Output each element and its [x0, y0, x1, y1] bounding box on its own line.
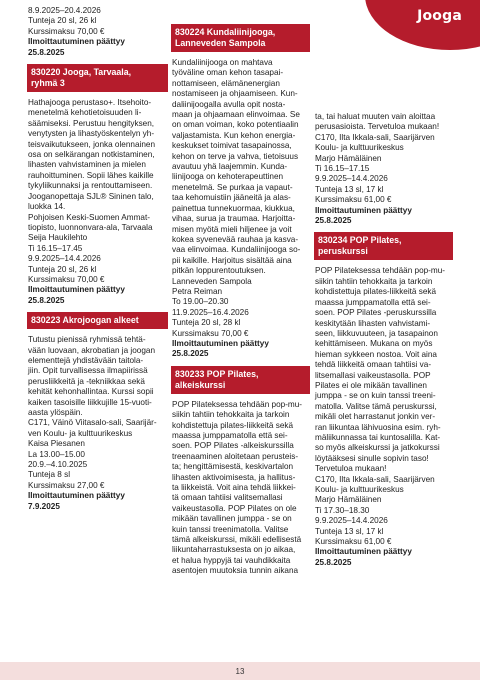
text-line: pii kaikille. Harjoitus sisältää aina	[172, 255, 292, 265]
text-line: siikin tahtiin tehokkaita ja tarkoin	[172, 410, 290, 420]
text-line: seen, liikkuvuuteen, ja tasapainon	[315, 328, 438, 338]
text-line: Ti 17.30–18.30	[315, 505, 370, 515]
course-heading	[171, 366, 310, 394]
text-line: keskitytään lihasten vahvistami-	[315, 318, 431, 328]
registration-deadline-date: 7.9.2025	[28, 501, 60, 511]
text-line: Koulu- ja kulttuurikeskus	[315, 143, 404, 153]
text-line: maassa jumppamatolla että sei-	[172, 431, 288, 440]
text-line: POP Pilateksessa tehdään pop-mu-	[172, 399, 303, 409]
info-line: Kurssimaksu 70,00 €	[28, 26, 105, 36]
text-line: C171, Väinö Viitasalo-sali, Saarijär-	[28, 418, 157, 428]
course-description	[172, 400, 310, 577]
text-line: Ti 16.15–17.15	[315, 164, 370, 174]
text-line: Koulu- ja kulttuurikeskus	[315, 485, 404, 494]
text-line: 9.9.2025–14.4.2026	[315, 516, 388, 526]
course-heading	[27, 64, 168, 92]
text-line: misen myötä mieli hiljenee ja voit	[172, 224, 292, 234]
text-line: Marjo Hämäläinen	[315, 153, 382, 163]
text-line: so myös alkeiskurssi ja jatkokurssi	[315, 443, 440, 453]
column-2	[172, 6, 310, 577]
text-line: kokea syvenevää rauhaa ja kasva-	[172, 234, 299, 244]
registration-deadline-date: 25.8.2025	[315, 557, 352, 567]
text-line: ran liikuntaa lähivuosina esim. ryh-	[315, 422, 441, 432]
text-line: kohdistettuja pilates-liikkeitä sekä	[315, 287, 437, 297]
course-title-line: 830233 POP Pilates,	[175, 368, 259, 379]
text-line: elementtejä yhdistävään taitola-	[28, 355, 144, 365]
course-description	[172, 58, 310, 360]
text-line: Kurssimaksu 70,00 €	[28, 274, 105, 284]
text-line: ta, tai haluat muuten vain aloittaa	[315, 112, 436, 121]
text-line: maan ja ohjaamaan elinvoimaa. Se	[172, 110, 300, 120]
text-line: rauhoittuminen. Sopii lähes kaikille	[28, 170, 154, 180]
text-line: Pohjoisen Keski-Suomen Ammat-	[28, 212, 150, 222]
course-heading	[171, 24, 310, 52]
text-line: keskukset toimivat tasapainossa,	[172, 141, 292, 151]
text-line: Kurssimaksu 70,00 €	[172, 328, 249, 338]
text-line: Kurssimaksu 27,00 €	[28, 480, 105, 490]
text-line: C170, Ilta Ikkala-sali, Saarijärven	[315, 132, 435, 142]
text-line: 9.9.2025–14.4.2026	[28, 254, 101, 264]
text-line: löytääksesi sinulle sopivin taso!	[315, 453, 429, 463]
registration-deadline-date: 25.8.2025	[28, 47, 65, 57]
text-line: lihasten vahvistaminen ja mielen	[28, 160, 146, 170]
text-line: tehdä liikkeitä omaan tahtiisi va-	[315, 360, 432, 370]
text-line: Seija Haukilehto	[28, 233, 88, 243]
text-line: Lanneveden Sampola	[172, 276, 252, 286]
text-line: kehittämiseen. Mukana on myös	[315, 339, 433, 349]
course-description	[28, 335, 168, 512]
text-line: liikuntaharrastuksesta on jo aikaa,	[172, 545, 296, 555]
text-line: Kurssimaksu 61,00 €	[315, 537, 392, 547]
text-line: Kundaliinijooga on mahtava	[172, 58, 273, 67]
text-line: perusasioista. Tervetuloa mukaan!	[315, 122, 440, 132]
text-line: taa kehomuistiin jääneitä ja alas-	[172, 193, 291, 203]
text-line: ven Koulu- ja kulttuurikeskus	[28, 428, 133, 438]
text-line: on oman voiman, koko potentiaalin	[172, 120, 299, 130]
course-title-line: 830234 POP Pilates,	[318, 235, 402, 246]
text-line: La 13.00–15.00	[28, 449, 85, 459]
course-tail-info	[28, 6, 168, 58]
text-line: kehon on terve ja vahva, tietoisuus	[172, 151, 299, 161]
text-line: Kaisa Piesanen	[28, 439, 85, 449]
text-line: 20.9.–4.10.2025	[28, 460, 88, 470]
course-tail-info	[315, 112, 453, 226]
text-line: perusliikkeitä ja -tekniikkaa sekä	[28, 376, 145, 386]
text-line: ta liikkeistä. Voit aina tehdä liikkei-	[172, 483, 296, 493]
info-line: 8.9.2025–20.4.2026	[28, 6, 101, 15]
registration-deadline-date: 25.8.2025	[172, 349, 209, 359]
registration-deadline-label: Ilmoittautuminen päättyy	[28, 37, 125, 47]
text-line: litsemallasi vaikeustasolla. POP	[315, 370, 431, 380]
text-line: Pilates ei ole mikään tavallinen	[315, 380, 427, 390]
text-line: vihaa, surua ja traumaa. Harjoitta-	[172, 214, 296, 224]
course-description	[315, 266, 453, 568]
text-line: Tunteja 8 sl	[28, 470, 71, 480]
registration-deadline-date: 25.8.2025	[315, 216, 352, 226]
registration-deadline-label: Ilmoittautuminen päättyy	[28, 491, 125, 501]
text-line: soen. POP Pilates -alkeiskurssilla	[172, 441, 294, 451]
text-line: tiopisto, luonnonvara-ala, Tarvaala	[28, 222, 153, 232]
text-line: pitkän loppurentoutuksen.	[172, 266, 266, 276]
text-line: Tunteja 20 sl, 28 kl	[172, 318, 241, 328]
text-line: mäliikunnassa tai kuntosalilla. Kat-	[315, 432, 441, 442]
text-line: vään luovaan, akrobatian ja joogan	[28, 345, 156, 355]
text-line: ta; hengittämisestä, keskivartalon	[172, 462, 294, 472]
text-line: menetelmä kehotietoisuuden li-	[28, 108, 142, 118]
registration-deadline-label: Ilmoittautuminen päättyy	[28, 285, 125, 295]
text-line: kohdistettuja pilates-liikkeitä sekä	[172, 420, 294, 430]
text-line: et halua hyppyjä tai vauhdikkaita	[172, 555, 291, 565]
text-line: nottamiseen, elämänenergian	[172, 78, 280, 88]
course-title-line: 830224 Kundaliinijooga,	[175, 27, 276, 37]
text-line: jumppa - se on kuin tanssi treeni-	[315, 391, 436, 401]
text-line: hieman sykkeen nostoa. Voit aina	[315, 349, 437, 359]
text-line: kaiken tasoisille liikkujille 15-vuoti-	[28, 397, 152, 407]
registration-deadline-label: Ilmoittautuminen päättyy	[172, 338, 269, 348]
text-line: asentojen muutoksia tunnin aikana	[172, 566, 299, 576]
text-line: työväline oman kehon tasapai-	[172, 68, 284, 78]
text-line: siikin tahtiin tehokkaita ja tarkoin	[315, 276, 433, 286]
text-line: vaikeustasolla. POP Pilates on ole	[172, 503, 297, 513]
text-line: vaa elinvoimaa. Kundaliinijooga so-	[172, 245, 301, 255]
text-line: liinijooga on kehoterapeuttinen	[172, 172, 284, 182]
text-line: 11.9.2025–16.4.2026	[172, 307, 249, 317]
text-line: mikään tavallinen jumppa - se on	[172, 514, 292, 524]
column-3	[315, 6, 453, 568]
section-title: Jooga	[417, 8, 462, 24]
text-line: kuin tanssi treenimatolla. Valitse	[172, 524, 289, 534]
text-line: menetelmä. Se purkaa ja vapaut-	[172, 182, 293, 192]
text-line: kehität kehonhallintaa. Kurssi sopii	[28, 387, 154, 397]
info-line: Tunteja 20 sl, 26 kl	[28, 16, 97, 26]
text-line: valjastamista. Kun kehon energia-	[172, 130, 296, 140]
course-title-line: ryhmä 3	[31, 78, 65, 89]
text-line: lihasten aktivoimisesta, ja hallitus-	[172, 472, 296, 482]
text-line: treenaaminen aloitetaan perusteis-	[172, 451, 299, 461]
text-line: To 19.00–20.30	[172, 297, 229, 307]
text-line: Jooganopettaja SJL® Sininen talo,	[28, 191, 154, 201]
column-1	[28, 6, 168, 512]
text-line: Marjo Hämäläinen	[315, 495, 382, 505]
registration-deadline-date: 25.8.2025	[28, 295, 65, 305]
text-line: luokka 14.	[28, 202, 66, 212]
course-title-line: peruskurssi	[318, 246, 368, 257]
text-line: C170, Ilta Ikkala-sali, Saarijärven	[315, 474, 435, 484]
course-title-line: 830223 Akrojoogan alkeet	[31, 315, 139, 326]
text-line: Petra Reiman	[172, 286, 223, 296]
text-line: painettua tunnekuormaa, kiukkua,	[172, 203, 295, 213]
text-line: Tunteja 13 sl, 17 kl	[315, 526, 384, 536]
text-line: Tutustu pienissä ryhmissä tehtä-	[28, 335, 146, 345]
text-line: POP Pilateksessa tehdään pop-mu-	[315, 266, 446, 276]
text-line: jiin. Opit turvallisessa ilmapiirissä	[28, 366, 148, 376]
course-title-line: alkeiskurssi	[175, 379, 226, 390]
text-line: osa on selkärangan notkistaminen,	[28, 150, 155, 160]
course-title-line: Lanneveden Sampola	[175, 38, 266, 48]
text-line: Tervetuloa mukaan!	[315, 464, 387, 474]
course-heading	[314, 232, 453, 260]
text-line: venytysten ja lihastyöskentelyn yh-	[28, 129, 155, 139]
text-line: maassa jumppamatolla että sei-	[315, 297, 431, 307]
text-line: nostamiseen ja ohjaamiseen. Kun-	[172, 89, 298, 99]
course-description	[28, 98, 168, 306]
text-line: mikäli olet harrastanut jonkin ver-	[315, 412, 436, 422]
text-line: Tunteja 20 sl, 26 kl	[28, 264, 97, 274]
text-line: tykyliikunnaksi ja rentouttamiseen.	[28, 181, 153, 191]
text-line: Kurssimaksu 61,00 €	[315, 195, 392, 205]
page-number: 13	[235, 667, 245, 676]
text-line: tämä alkeiskurssi, mikäli edellisestä	[172, 535, 302, 545]
text-line: tä omaan tahtiisi valitsemallasi	[172, 493, 283, 503]
text-line: teisvaikutukseen, jonka olennainen	[28, 139, 155, 149]
text-line: Ti 16.15–17.45	[28, 243, 83, 253]
registration-deadline-label: Ilmoittautuminen päättyy	[315, 205, 412, 215]
text-line: matolla. Valitse tämä peruskurssi,	[315, 401, 437, 411]
course-title-line: 830220 Jooga, Tarvaala,	[31, 67, 132, 78]
registration-deadline-label: Ilmoittautuminen päättyy	[315, 547, 412, 557]
text-line: 9.9.2025–14.4.2026	[315, 174, 388, 184]
text-line: Tunteja 13 sl, 17 kl	[315, 184, 384, 194]
text-line: säämiseksi. Perustuu hengityksen,	[28, 118, 155, 128]
text-line: avautuu yhä laajemmin. Kunda-	[172, 162, 288, 172]
text-line: aasta ylöspäin.	[28, 408, 83, 417]
text-line: Hathajooga perustaso+. Itsehoito-	[28, 98, 152, 108]
text-line: daliinijoogalla avulla opit nosta-	[172, 99, 286, 109]
text-line: soen. POP Pilates -peruskurssilla	[315, 308, 437, 318]
course-heading	[27, 312, 168, 329]
